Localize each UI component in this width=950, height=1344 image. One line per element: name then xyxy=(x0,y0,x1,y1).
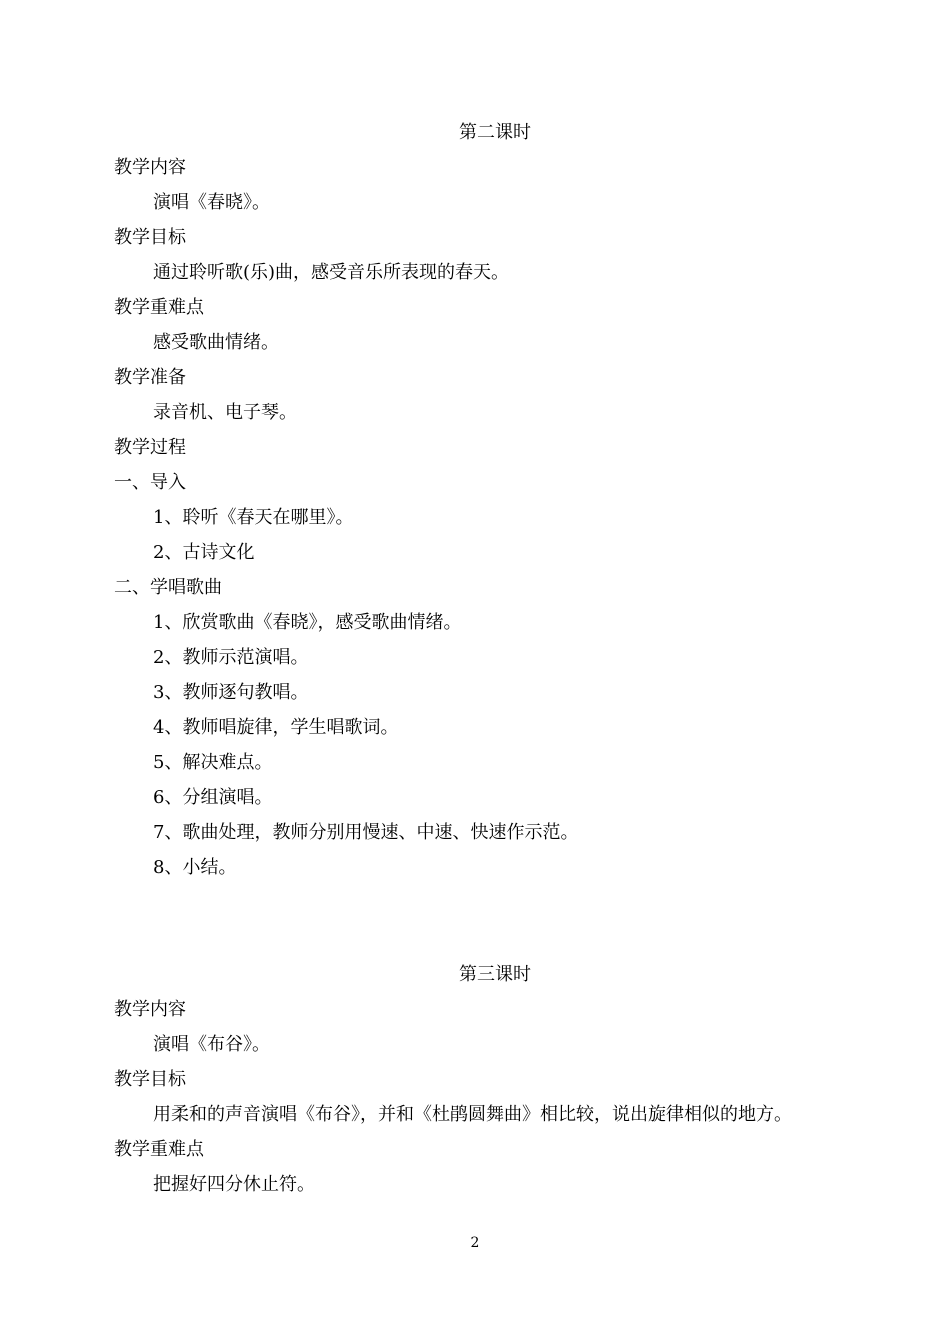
lesson3-key: 把握好四分休止符。 xyxy=(153,1174,315,1195)
lesson2-section2-item: 1、欣赏歌曲《春晓》，感受歌曲情绪。 xyxy=(153,612,462,633)
lesson2-section2-item: 7、歌曲处理，教师分别用慢速、中速、快速作示范。 xyxy=(153,822,579,843)
lesson2-goal: 通过聆听歌(乐)曲，感受音乐所表现的春天。 xyxy=(153,262,510,283)
lesson2-key-heading: 教学重难点 xyxy=(114,297,204,318)
lesson2-section1-item: 2、古诗文化 xyxy=(153,542,255,563)
lesson3-goal-heading: 教学目标 xyxy=(114,1069,186,1090)
lesson2-section2-item: 4、教师唱旋律，学生唱歌词。 xyxy=(153,717,399,738)
lesson2-section2-item: 3、教师逐句教唱。 xyxy=(153,682,309,703)
lesson2-process-heading: 教学过程 xyxy=(114,437,186,458)
lesson2-key: 感受歌曲情绪。 xyxy=(153,332,279,353)
lesson2-section2-item: 8、小结。 xyxy=(153,857,237,878)
lesson2-section2-item: 5、解决难点。 xyxy=(153,752,273,773)
lesson2-prep-heading: 教学准备 xyxy=(114,367,186,388)
lesson2-section1-heading: 一、导入 xyxy=(114,472,186,493)
lesson3-content: 演唱《布谷》。 xyxy=(153,1034,270,1055)
lesson2-content-heading: 教学内容 xyxy=(114,157,186,178)
lesson2-section2-item: 6、分组演唱。 xyxy=(153,787,273,808)
lesson2-content: 演唱《春晓》。 xyxy=(153,192,270,213)
lesson3-content-heading: 教学内容 xyxy=(114,999,186,1020)
lesson3-title: 第三课时 xyxy=(459,964,531,985)
lesson2-title: 第二课时 xyxy=(459,122,531,143)
lesson3-key-heading: 教学重难点 xyxy=(114,1139,204,1160)
lesson2-section2-heading: 二、学唱歌曲 xyxy=(114,577,222,598)
lesson2-section2-item: 2、教师示范演唱。 xyxy=(153,647,309,668)
lesson2-prep: 录音机、电子琴。 xyxy=(153,402,297,423)
lesson3-goal: 用柔和的声音演唱《布谷》，并和《杜鹃圆舞曲》相比较，说出旋律相似的地方。 xyxy=(153,1104,792,1125)
lesson2-goal-heading: 教学目标 xyxy=(114,227,186,248)
lesson2-section1-item: 1、聆听《春天在哪里》。 xyxy=(153,507,354,528)
page-number: 2 xyxy=(470,1235,480,1251)
